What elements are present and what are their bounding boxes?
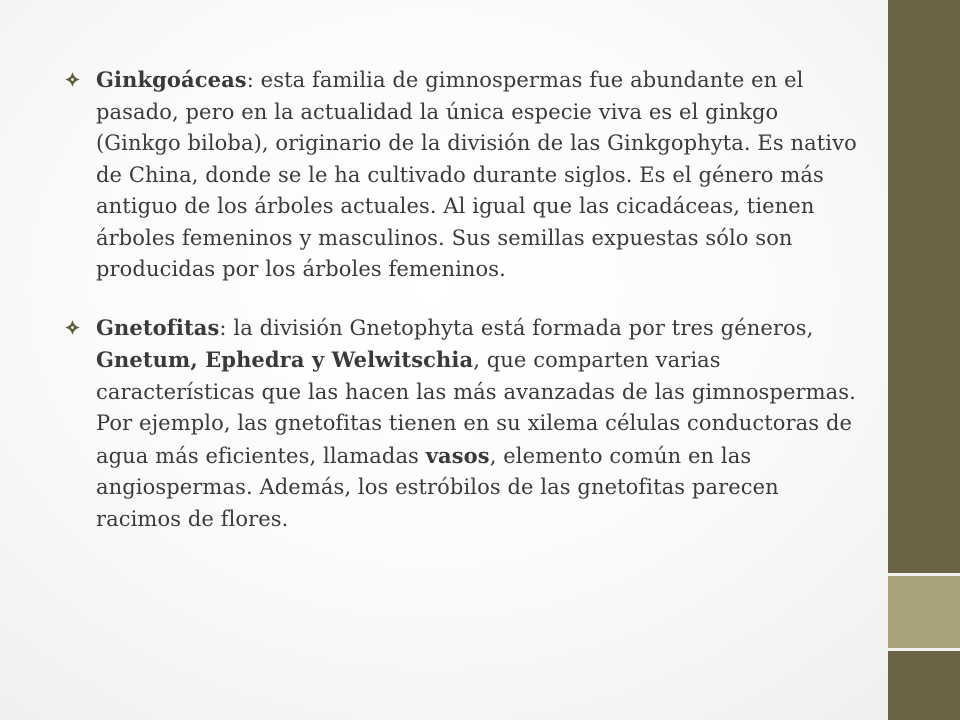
gnetofitas-description-part-1: : la división Gnetophyta está formada por tres géneros, [219,315,814,340]
genera-names: Gnetum, Ephedra y Welwitschia [96,347,474,372]
term-vasos: vasos [425,442,490,468]
bullet-text [96,312,864,536]
gnetofitas-description-part-3: , elemento común en las angiospermas. Además, los estróbilos de las gnetofitas parecen racimos de flores. [96,443,779,531]
decorative-sidebar [888,0,960,720]
diamond-bullet-icon [64,64,96,96]
term-gnetofitas: Gnetofitas [96,314,220,340]
bullet-text [96,64,864,286]
bullet-gnetofitas [64,312,864,536]
gnetofitas-description-part-2: , que comparten varias características que las hacen las más avanzadas de las gimnospermas. Por ejemplo, las gnetofitas tienen en su xilema células conductoras de agua más eficientes, llamadas [96,348,856,468]
ginkgoaceas-description: : esta familia de gimnospermas fue abundante en el pasado, pero en la actualidad la única especie viva es el ginkgo (Ginkgo biloba), originario de la división de las Ginkgophyta. Es nativo de China, donde se le ha cultivado durante siglos. Es el género más antiguo de los árboles actuales. Al igual que las cicadáceas, tienen árboles femeninos y masculinos. Sus semillas expuestas sólo son producidas por los árboles femeninos. [96,68,857,281]
diamond-bullet-icon [64,312,96,344]
sidebar-accent-band [888,576,960,648]
slide-content [64,64,864,535]
sidebar-divider-bottom [888,648,960,651]
bullet-ginkgoaceas [64,64,864,286]
term-ginkgoaceas: Ginkgoáceas [96,67,247,92]
